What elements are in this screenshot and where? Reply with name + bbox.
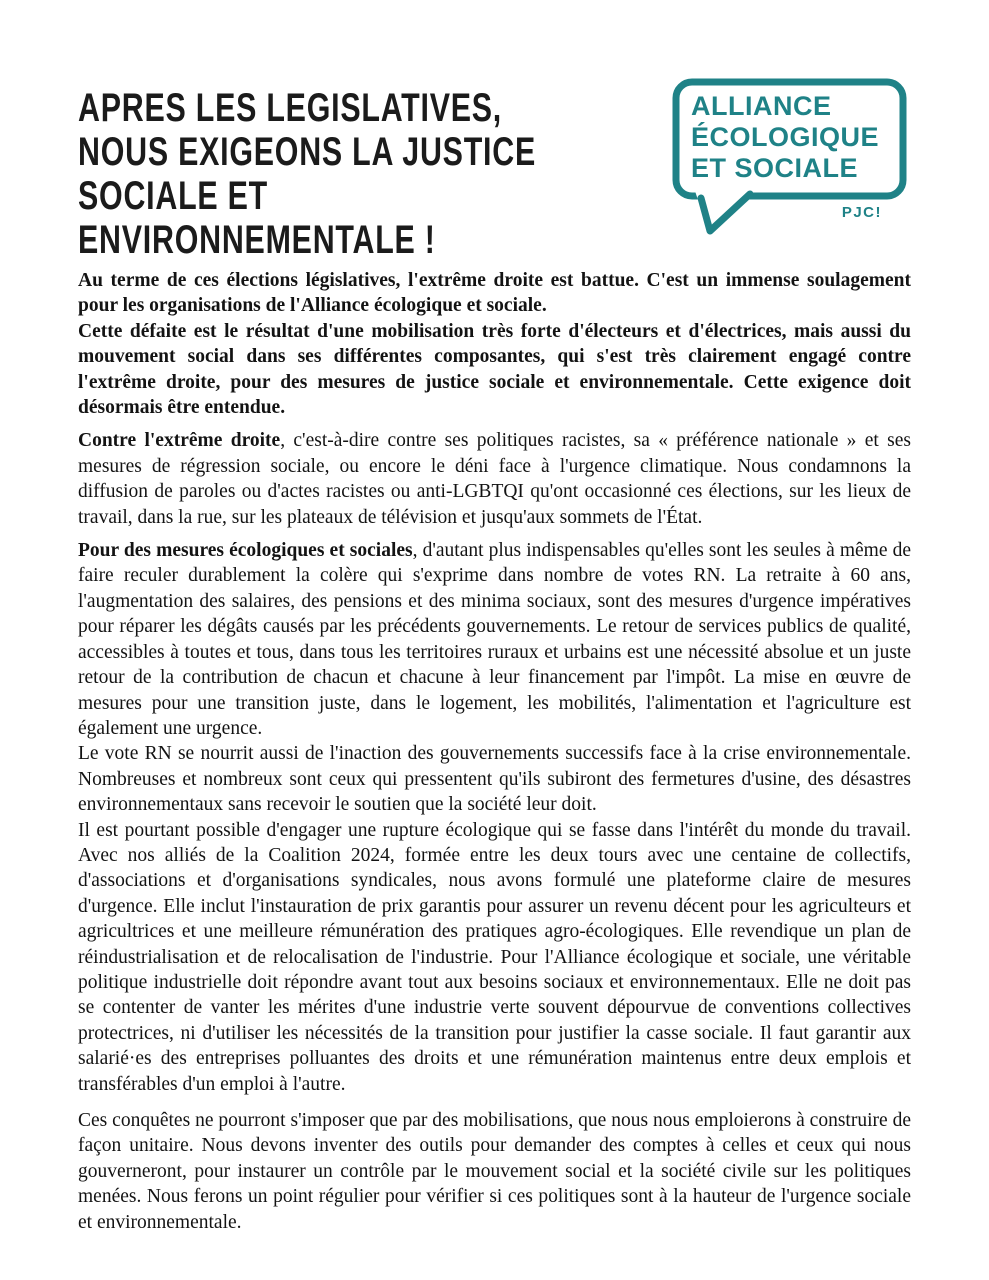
logo-line: ALLIANCE <box>691 91 832 121</box>
paragraph-lead: Contre l'extrême droite <box>78 430 281 452</box>
paragraph-intro-1: Au terme de ces élections législatives, l'extrême droite est battue. C'est un immense soulagement pour les organisations de l'Alliance écologique et sociale. <box>78 270 911 317</box>
document-body <box>0 268 989 1235</box>
paragraph-rupture: Il est pourtant possible d'engager une rupture écologique qui se fasse dans l'intérêt du monde du travail. Avec nos alliés de la Coalition 2024, formée entre les deux tours avec une centaine de collectifs, d'associations et d'organisations syndicales, nous avons formulé une plateforme claire de mesures d'urgence. Elle inclut l'instauration de prix garantis pour assurer un revenu décent pour les agriculteurs et agricultrices et une meilleure rémunération des pratiques agro-écologiques. Elle revendique un plan de réindustrialisation et de relocalisation de l'industrie. Pour l'Alliance écologique et sociale, une véritable politique industrielle doit répondre avant tout aux besoins sociaux et environnementaux. Elle ne doit pas se contenter de vanter les mérites d'une industrie verte souvent dépourvue de conventions collectives protectrices, ni d'utiliser les nécessités de la transition pour justifier la casse sociale. Il faut garantir aux salarié·es des entreprises polluantes des droits et une rémunération maintenus entre deux emplois et transférables d'un emploi à l'autre. <box>78 819 911 1095</box>
paragraph-text: , c'est-à-dire contre ses politiques racistes, sa « préférence nationale » et ses mesures de régression sociale, ou encore le déni face à l'urgence climatique. Nous condamnons la diffusion de paroles ou d'actes racistes ou anti-LGBTQI qu'ont occasionné ces élections, sur les lieux de travail, dans la rue, sur les plateaux de télévision et jusqu'aux sommets de l'État. <box>78 430 911 528</box>
paragraph-text: , d'autant plus indispensables qu'elles sont les seules à même de faire reculer durablement la colère qui s'exprime dans nombre de votes RN. La retraite à 60 ans, l'augmentation des salaires, des pensions et des minima sociaux, sont des mesures d'urgence impératives pour réparer les dégâts causés par les précédents gouvernements. Le retour de services publics de qualité, accessibles à toutes et tous, dans tous les territoires ruraux et urbains est une nécessité absolue et un juste retour de la contribution de chacun et chacune à leur financement par l'impôt. La mise en œuvre de mesures pour une transition juste, dans le logement, les mobilités, l'alimentation et l'agriculture est également une urgence. <box>78 540 911 739</box>
paragraph-intro-2: Cette défaite est le résultat d'une mobilisation très forte d'électeurs et d'électrices, mais aussi du mouvement social dans ses différentes composantes, qui s'est très clairement engagé contre l'extrême droite, pour des mesures de justice sociale et environnementale. Cette exigence doit désormais être entendue. <box>78 320 911 419</box>
logo-line: ÉCOLOGIQUE <box>691 122 880 152</box>
headline-line: APRES LES LEGISLATIVES, <box>78 86 503 130</box>
paragraph-contre <box>78 428 911 530</box>
org-logo <box>670 76 910 246</box>
logo-text <box>691 91 879 184</box>
headline <box>78 86 656 262</box>
logo-line: ET SOCIALE <box>691 153 859 183</box>
paragraph-mesures <box>78 538 911 741</box>
headline-line: ENVIRONNEMENTALE ! <box>78 218 436 262</box>
headline-line: SOCIALE ET <box>78 174 269 218</box>
headline-line: NOUS EXIGEONS LA JUSTICE <box>78 130 536 174</box>
paragraph-lead: Pour des mesures écologiques et sociales <box>78 540 413 562</box>
document-header <box>0 0 989 264</box>
paragraph-closing: Ces conquêtes ne pourront s'imposer que par des mobilisations, que nous nous emploierons à construire de façon unitaire. Nous devons inventer des outils pour demander des comptes à celles et ceux qui nous gouverneront, pour instaurer un contrôle par le mouvement social et la société civile sur les politiques menées. Nous ferons un point régulier pour vérifier si ces politiques sont à la hauteur de l'urgence sociale et environnementale. <box>78 1110 911 1233</box>
logo-tagline: PJC! <box>841 204 882 221</box>
paragraph-vote-rn: Le vote RN se nourrit aussi de l'inaction des gouvernements successifs face à la crise environnementale. Nombreuses et nombreux sont ceux qui pressentent qu'ils subiront des fermetures d'usine, des désastres environnementaux sans recevoir le soutien que la société leur doit. <box>78 743 911 816</box>
